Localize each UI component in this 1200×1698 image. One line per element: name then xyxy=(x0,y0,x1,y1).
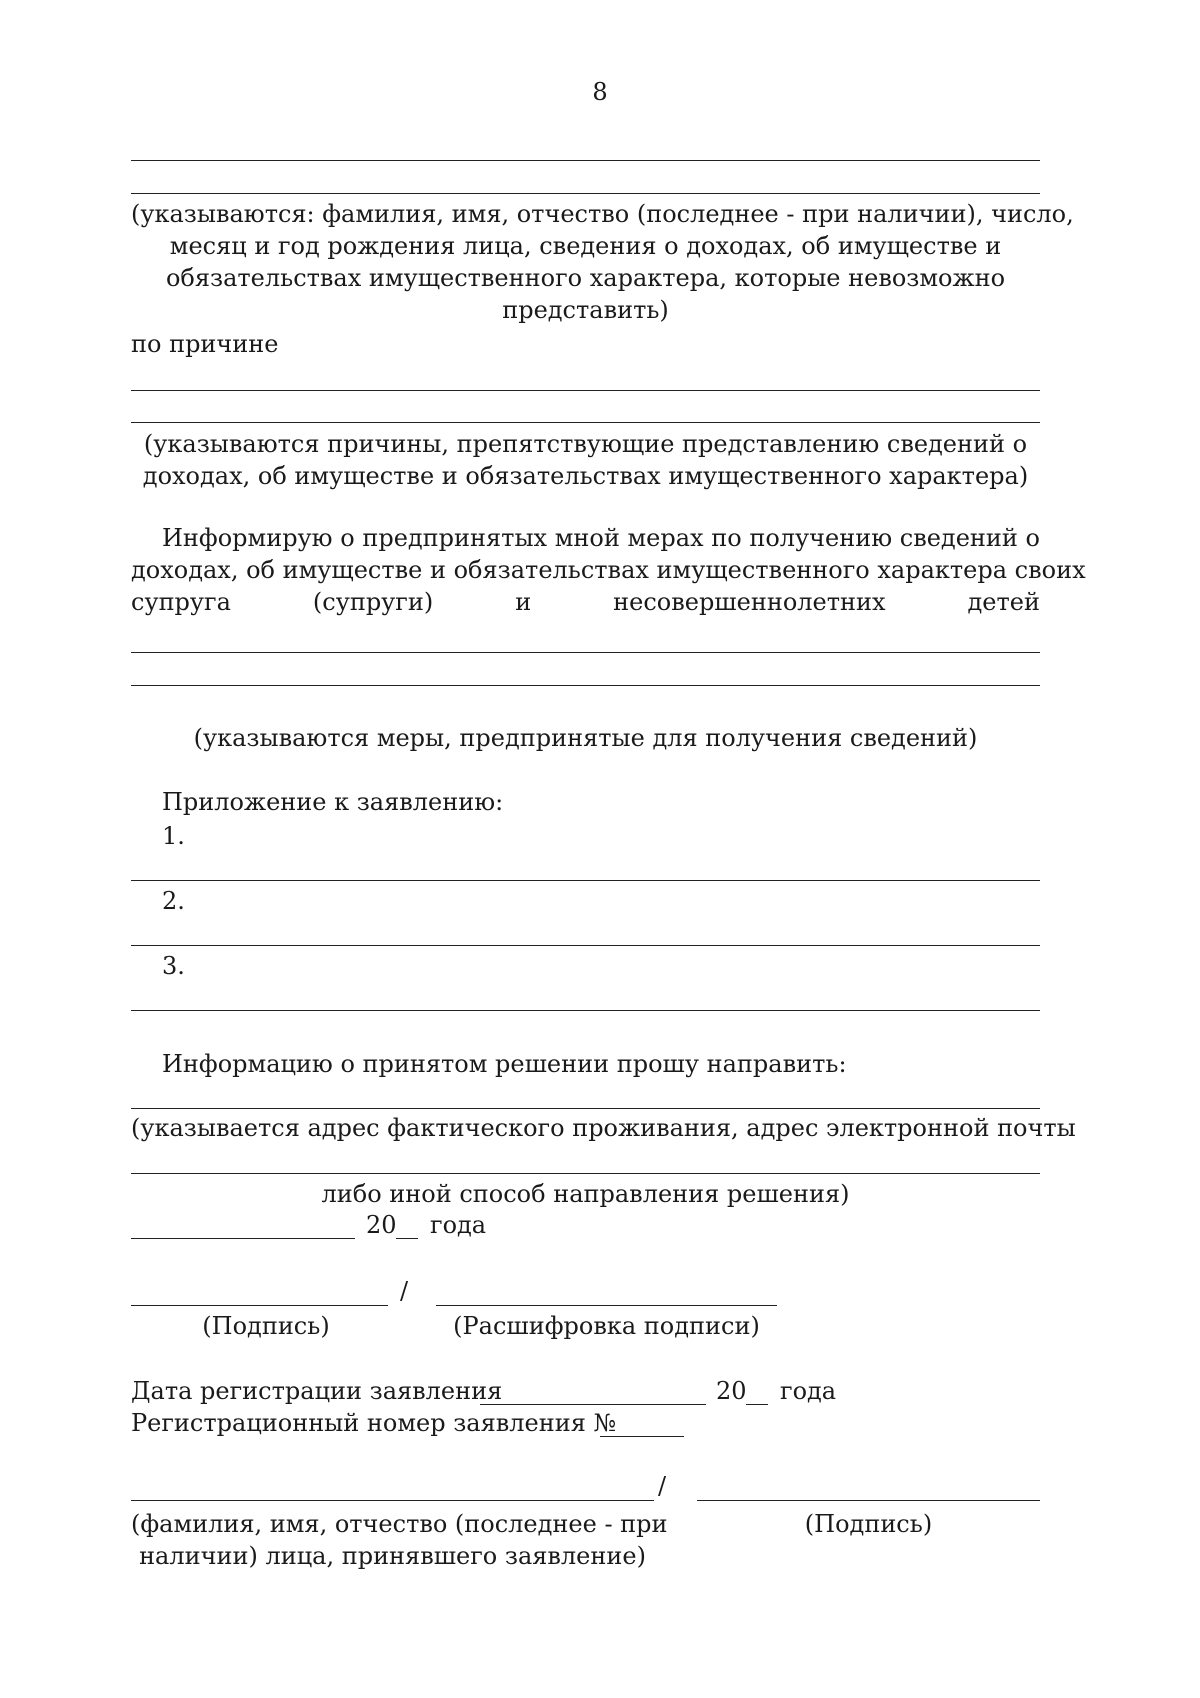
caption-person-line-3: обязательствах имущественного характера, которые невозможно xyxy=(165,264,1006,292)
attachment-item-1: 1. xyxy=(162,822,185,850)
measures-paragraph-line-1: Информирую о предпринятых мной мерах по получению сведений о xyxy=(162,524,1040,552)
caption-address-line-2: либо иной способ направления решения) xyxy=(321,1180,850,1208)
caption-person-line-2: месяц и год рождения лица, сведения о доходах, об имуществе и xyxy=(169,232,1002,260)
attachment-item-2: 2. xyxy=(162,887,185,915)
date-year-suffix: года xyxy=(430,1211,487,1239)
attachment-line-3 xyxy=(131,1010,1040,1011)
blank-line-6 xyxy=(131,685,1040,686)
registration-year-suffix: года xyxy=(780,1377,837,1405)
address-line-1 xyxy=(131,1108,1040,1109)
date-year-blank xyxy=(396,1238,418,1239)
word-minor: несовершеннолетних xyxy=(613,588,886,616)
reason-label: по причине xyxy=(131,330,279,358)
attachment-item-3: 3. xyxy=(162,952,185,980)
blank-line-5 xyxy=(131,652,1040,653)
page-number: 8 xyxy=(592,78,608,106)
blank-line-2 xyxy=(131,193,1040,194)
caption-measures: (указываются меры, предпринятые для получения сведений) xyxy=(193,724,978,752)
registration-year-prefix: 20 xyxy=(716,1377,747,1405)
blank-line-3 xyxy=(131,390,1040,391)
date-year-prefix: 20 xyxy=(366,1211,397,1239)
acceptor-slash: / xyxy=(658,1472,667,1500)
registration-year-blank xyxy=(746,1404,768,1405)
blank-line-1 xyxy=(131,160,1040,161)
blank-line-4 xyxy=(131,422,1040,423)
word-and: и xyxy=(515,588,532,616)
caption-person-line-4: представить) xyxy=(502,296,669,324)
measures-paragraph-line-3 xyxy=(131,586,1040,618)
caption-person-line-1: (указываются: фамилия, имя, отчество (последнее - при наличии), число, xyxy=(131,200,1074,228)
caption-address-line-1: (указывается адрес фактического проживания, адрес электронной почты xyxy=(131,1114,1076,1142)
attachment-line-1 xyxy=(131,880,1040,881)
caption-reasons-line-1: (указываются причины, препятствующие представлению сведений о xyxy=(143,430,1028,458)
acceptor-signature-blank xyxy=(697,1500,1040,1501)
measures-paragraph-line-2: доходах, об имуществе и обязательствах имущественного характера своих xyxy=(131,556,1086,584)
registration-date-blank xyxy=(480,1404,706,1405)
acceptor-name-blank xyxy=(131,1500,654,1501)
signature-slash: / xyxy=(400,1277,409,1305)
acceptor-signature-label: (Подпись) xyxy=(804,1510,933,1538)
signature-blank xyxy=(131,1305,388,1306)
word-children: детей xyxy=(967,588,1040,616)
registration-date-label: Дата регистрации заявления xyxy=(131,1377,503,1405)
word-spouse: супруга xyxy=(131,588,231,616)
attachments-title: Приложение к заявлению: xyxy=(162,788,504,816)
caption-reasons-line-2: доходах, об имуществе и обязательствах имущественного характера) xyxy=(142,462,1029,490)
acceptor-caption-line-2: наличии) лица, принявшего заявление) xyxy=(139,1542,646,1570)
registration-number-blank xyxy=(600,1436,684,1437)
acceptor-caption-line-1: (фамилия, имя, отчество (последнее - при xyxy=(131,1510,668,1538)
word-spouse-f: (супруги) xyxy=(312,588,434,616)
decoding-label: (Расшифровка подписи) xyxy=(453,1312,760,1340)
attachment-line-2 xyxy=(131,945,1040,946)
address-line-2 xyxy=(131,1173,1040,1174)
signature-label: (Подпись) xyxy=(202,1312,330,1340)
date-blank xyxy=(131,1238,355,1239)
decision-label: Информацию о принятом решении прошу направить: xyxy=(162,1050,847,1078)
registration-number-label: Регистрационный номер заявления № xyxy=(131,1409,617,1437)
decoding-blank xyxy=(436,1305,777,1306)
